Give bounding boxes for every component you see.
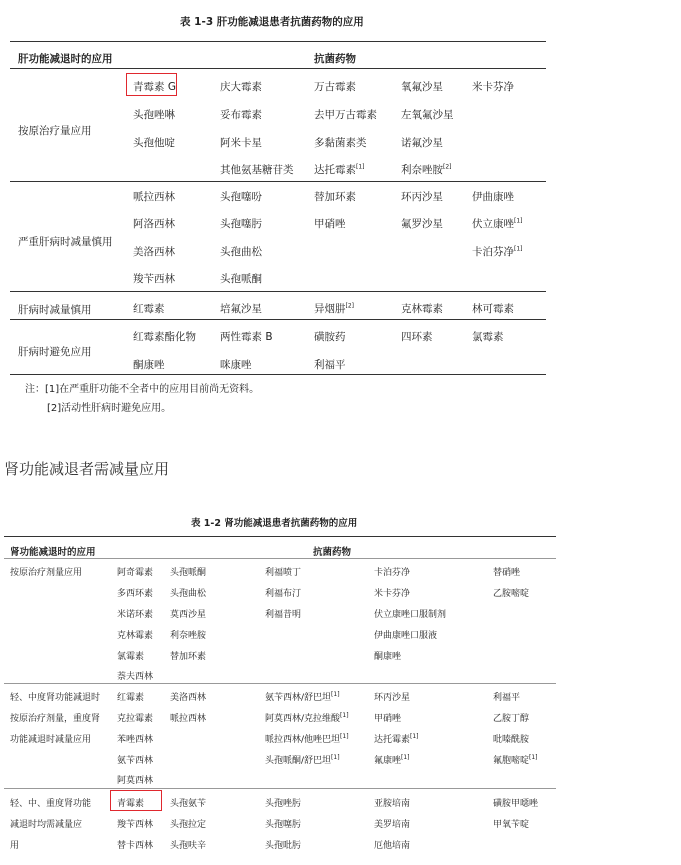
table2-cell: 利福布汀 [265, 589, 302, 599]
table2-cell [374, 753, 410, 766]
table2-cell-text: 氟胞嘧啶 [493, 756, 530, 766]
footnote-ref: [1] [514, 217, 523, 225]
table2-cell: 头孢呋辛 [170, 841, 207, 851]
table2-cell: 利福平 [493, 693, 521, 703]
table2-cell: 羧苄西林 [117, 820, 154, 830]
table2-cell: 多西环素 [117, 589, 154, 599]
table2-cell: 伏立康唑口服制剂 [374, 610, 447, 620]
table1-cell: 头孢曲松 [220, 246, 262, 258]
table2-cell: 头孢拉定 [170, 820, 207, 830]
table2-cell: 磺胺甲噁唑 [493, 799, 539, 809]
footnote-ref: [1] [410, 733, 419, 740]
footnote-ref: [1] [331, 691, 340, 698]
table1-cell: 庆大霉素 [220, 81, 262, 93]
table1-cell [314, 301, 354, 316]
table1-cell [401, 162, 452, 177]
table1-cell: 哌拉西林 [133, 191, 175, 203]
table2-group-label: 功能减退时减量应用 [10, 735, 92, 745]
table1-group-label: 严重肝病时减量慎用 [18, 236, 113, 248]
table1-cell: 头孢哌酮 [220, 273, 262, 285]
table2-cell: 头孢唑肟 [265, 799, 302, 809]
table1-cell: 头孢噻肟 [220, 218, 262, 230]
table1-cell: 青霉素 G [133, 81, 176, 93]
table2-cell [265, 711, 349, 724]
table2-cell: 头孢哌酮 [170, 568, 207, 578]
table1-cell: 酮康唑 [133, 359, 165, 371]
footnote-ref: [1] [340, 733, 349, 740]
table1-cell: 妥布霉素 [220, 109, 262, 121]
table1-cell: 氟罗沙星 [401, 218, 443, 230]
table2-cell: 替卡西林 [117, 841, 154, 851]
table1-bottom-rule [10, 374, 546, 375]
table1-cell: 阿洛西林 [133, 218, 175, 230]
footnote-ref: [1] [514, 245, 523, 253]
table1-cell: 米卡芬净 [472, 81, 514, 93]
table1-cell: 利福平 [314, 359, 346, 371]
table1-cell-text: 异烟肼 [314, 303, 346, 315]
table1-cell-text: 伏立康唑 [472, 218, 514, 230]
table1-cell [472, 216, 523, 231]
table2-cell: 哌拉西林 [170, 714, 207, 724]
table1-cell: 美洛西林 [133, 246, 175, 258]
table2-top-rule [4, 536, 556, 537]
table1-cell: 克林霉素 [401, 303, 443, 315]
table1-cell-text: 达托霉素 [314, 164, 356, 176]
table1-cell: 红霉素酯化物 [133, 331, 196, 343]
table1-cell: 阿米卡星 [220, 137, 262, 149]
table1-cell: 环丙沙星 [401, 191, 443, 203]
table2-group-rule [4, 788, 556, 789]
table2-cell-text: 哌拉西林/他唑巴坦 [265, 735, 341, 745]
table2-cell: 甲硝唑 [374, 714, 402, 724]
table1-cell: 氧氟沙星 [401, 81, 443, 93]
table2-cell: 克林霉素 [117, 631, 154, 641]
table2-cell: 亚胺培南 [374, 799, 411, 809]
table1-note: [2]活动性肝病时避免应用。 [47, 403, 172, 414]
table2-cell [265, 690, 340, 703]
table1-header-drugs: 抗菌药物 [314, 53, 356, 65]
table2-cell: 米卡芬净 [374, 589, 411, 599]
table2-cell-text: 达托霉素 [374, 735, 411, 745]
table1-group-label: 肝病时减量慎用 [18, 304, 92, 316]
table1-header-rule [10, 68, 546, 69]
footnote-ref: [1] [401, 754, 410, 761]
table1-cell [472, 244, 523, 259]
section-title: 肾功能减退者需减量应用 [4, 460, 170, 478]
highlight-box [110, 790, 162, 811]
table1-cell: 磺胺药 [314, 331, 346, 343]
table1-cell: 左氧氟沙星 [401, 109, 454, 121]
table2-cell [265, 753, 340, 766]
table2-cell [265, 732, 349, 745]
table1-cell: 四环素 [401, 331, 433, 343]
table1-cell-text: 卡泊芬净 [472, 246, 514, 258]
footnote-ref: [1] [331, 754, 340, 761]
table2-cell: 克拉霉素 [117, 714, 154, 724]
table1-cell: 两性霉素 B [220, 331, 273, 343]
table1-group-rule [10, 291, 546, 292]
table1-cell: 万古霉素 [314, 81, 356, 93]
table2-header-drugs: 抗菌药物 [313, 547, 352, 558]
table1-cell-text: 利奈唑胺 [401, 164, 443, 176]
table2-cell: 替硝唑 [493, 568, 521, 578]
footnote-ref: [1] [356, 163, 365, 171]
table2-title: 表 1-2 肾功能减退患者抗菌药物的应用 [191, 518, 358, 529]
table2-cell: 阿莫西林 [117, 776, 154, 786]
table1-group-label: 肝病时避免应用 [18, 346, 92, 358]
table2-header-usage: 肾功能减退时的应用 [10, 547, 96, 558]
table2-cell: 利福喷丁 [265, 568, 302, 578]
table2-cell: 氯霉素 [117, 652, 145, 662]
table2-cell-text: 头孢哌酮/舒巴坦 [265, 756, 332, 766]
table2-cell: 莫西沙星 [170, 610, 207, 620]
table1-cell: 头孢噻吩 [220, 191, 262, 203]
table2-cell: 苯唑西林 [117, 735, 154, 745]
table1-cell: 羧苄西林 [133, 273, 175, 285]
table1-cell: 红霉素 [133, 303, 165, 315]
table2-cell: 利福昔明 [265, 610, 302, 620]
table1-cell [314, 162, 365, 177]
table2-cell: 吡嗪酰胺 [493, 735, 530, 745]
table2-cell-text: 阿莫西林/克拉维酸 [265, 714, 341, 724]
table1-title: 表 1-3 肝功能减退患者抗菌药物的应用 [180, 16, 364, 28]
table1-cell: 替加环素 [314, 191, 356, 203]
table2-group-label: 按原治疗剂量，重度肾 [10, 714, 101, 724]
table2-cell: 萘夫西林 [117, 672, 154, 682]
table2-cell: 利奈唑胺 [170, 631, 207, 641]
table1-note: 注：[1]在严重肝功能不全者中的应用目前尚无资料。 [25, 384, 260, 395]
table1-cell: 去甲万古霉素 [314, 109, 377, 121]
table1-cell: 咪康唑 [220, 359, 252, 371]
table2-cell: 厄他培南 [374, 841, 411, 851]
table2-cell: 美罗培南 [374, 820, 411, 830]
table2-cell: 氨苄西林 [117, 756, 154, 766]
table2-group-label: 轻、中度肾功能减退时 [10, 693, 101, 703]
table2-cell: 乙胺丁醇 [493, 714, 530, 724]
table2-cell: 美洛西林 [170, 693, 207, 703]
footnote-ref: [1] [340, 712, 349, 719]
footnote-ref: [1] [529, 754, 538, 761]
table2-cell: 替加环素 [170, 652, 207, 662]
table1-cell: 头孢他啶 [133, 137, 175, 149]
table2-cell-text: 氟康唑 [374, 756, 402, 766]
table2-cell: 阿奇霉素 [117, 568, 154, 578]
table2-cell: 红霉素 [117, 693, 145, 703]
table2-group-label: 按原治疗剂量应用 [10, 568, 83, 578]
table2-cell-text: 氨苄西林/舒巴坦 [265, 693, 332, 703]
table1-cell: 多黏菌素类 [314, 137, 367, 149]
table1-cell: 氯霉素 [472, 331, 504, 343]
table1-group-rule [10, 319, 546, 320]
table1-cell: 其他氨基糖苷类 [220, 164, 294, 176]
footnote-ref: [2] [345, 302, 354, 310]
table2-cell: 头孢吡肟 [265, 841, 302, 851]
table1-cell: 诺氟沙星 [401, 137, 443, 149]
table2-cell: 卡泊芬净 [374, 568, 411, 578]
table2-cell: 头孢曲松 [170, 589, 207, 599]
table1-group-rule [10, 181, 546, 182]
table2-cell: 青霉素 [117, 799, 145, 809]
table2-cell: 酮康唑 [374, 652, 402, 662]
table2-cell [493, 753, 538, 766]
highlight-box [126, 73, 177, 96]
table1-group-label: 按原治疗量应用 [18, 125, 92, 137]
table1-header-usage: 肝功能减退时的应用 [18, 53, 113, 65]
footnote-ref: [2] [443, 163, 452, 171]
table1-cell: 林可霉素 [472, 303, 514, 315]
table2-group-rule [4, 683, 556, 684]
table1-cell: 培氟沙星 [220, 303, 262, 315]
table2-cell: 环丙沙星 [374, 693, 411, 703]
table2-cell: 伊曲康唑口服液 [374, 631, 438, 641]
table2-cell: 乙胺嘧啶 [493, 589, 530, 599]
table2-cell: 米诺环素 [117, 610, 154, 620]
table1-cell: 伊曲康唑 [472, 191, 514, 203]
table2-cell: 头孢噻肟 [265, 820, 302, 830]
table2-cell: 甲氧苄啶 [493, 820, 530, 830]
table2-group-label: 用 [10, 841, 20, 851]
table2-cell [374, 732, 419, 745]
table2-header-rule [4, 558, 556, 559]
table2-cell: 头孢氨苄 [170, 799, 207, 809]
table1-cell: 甲硝唑 [314, 218, 346, 230]
table2-group-label: 减退时均需减量应 [10, 820, 83, 830]
table2-group-label: 轻、中、重度肾功能 [10, 799, 92, 809]
table1-cell: 头孢唑啉 [133, 109, 175, 121]
table1-top-rule [10, 41, 546, 42]
